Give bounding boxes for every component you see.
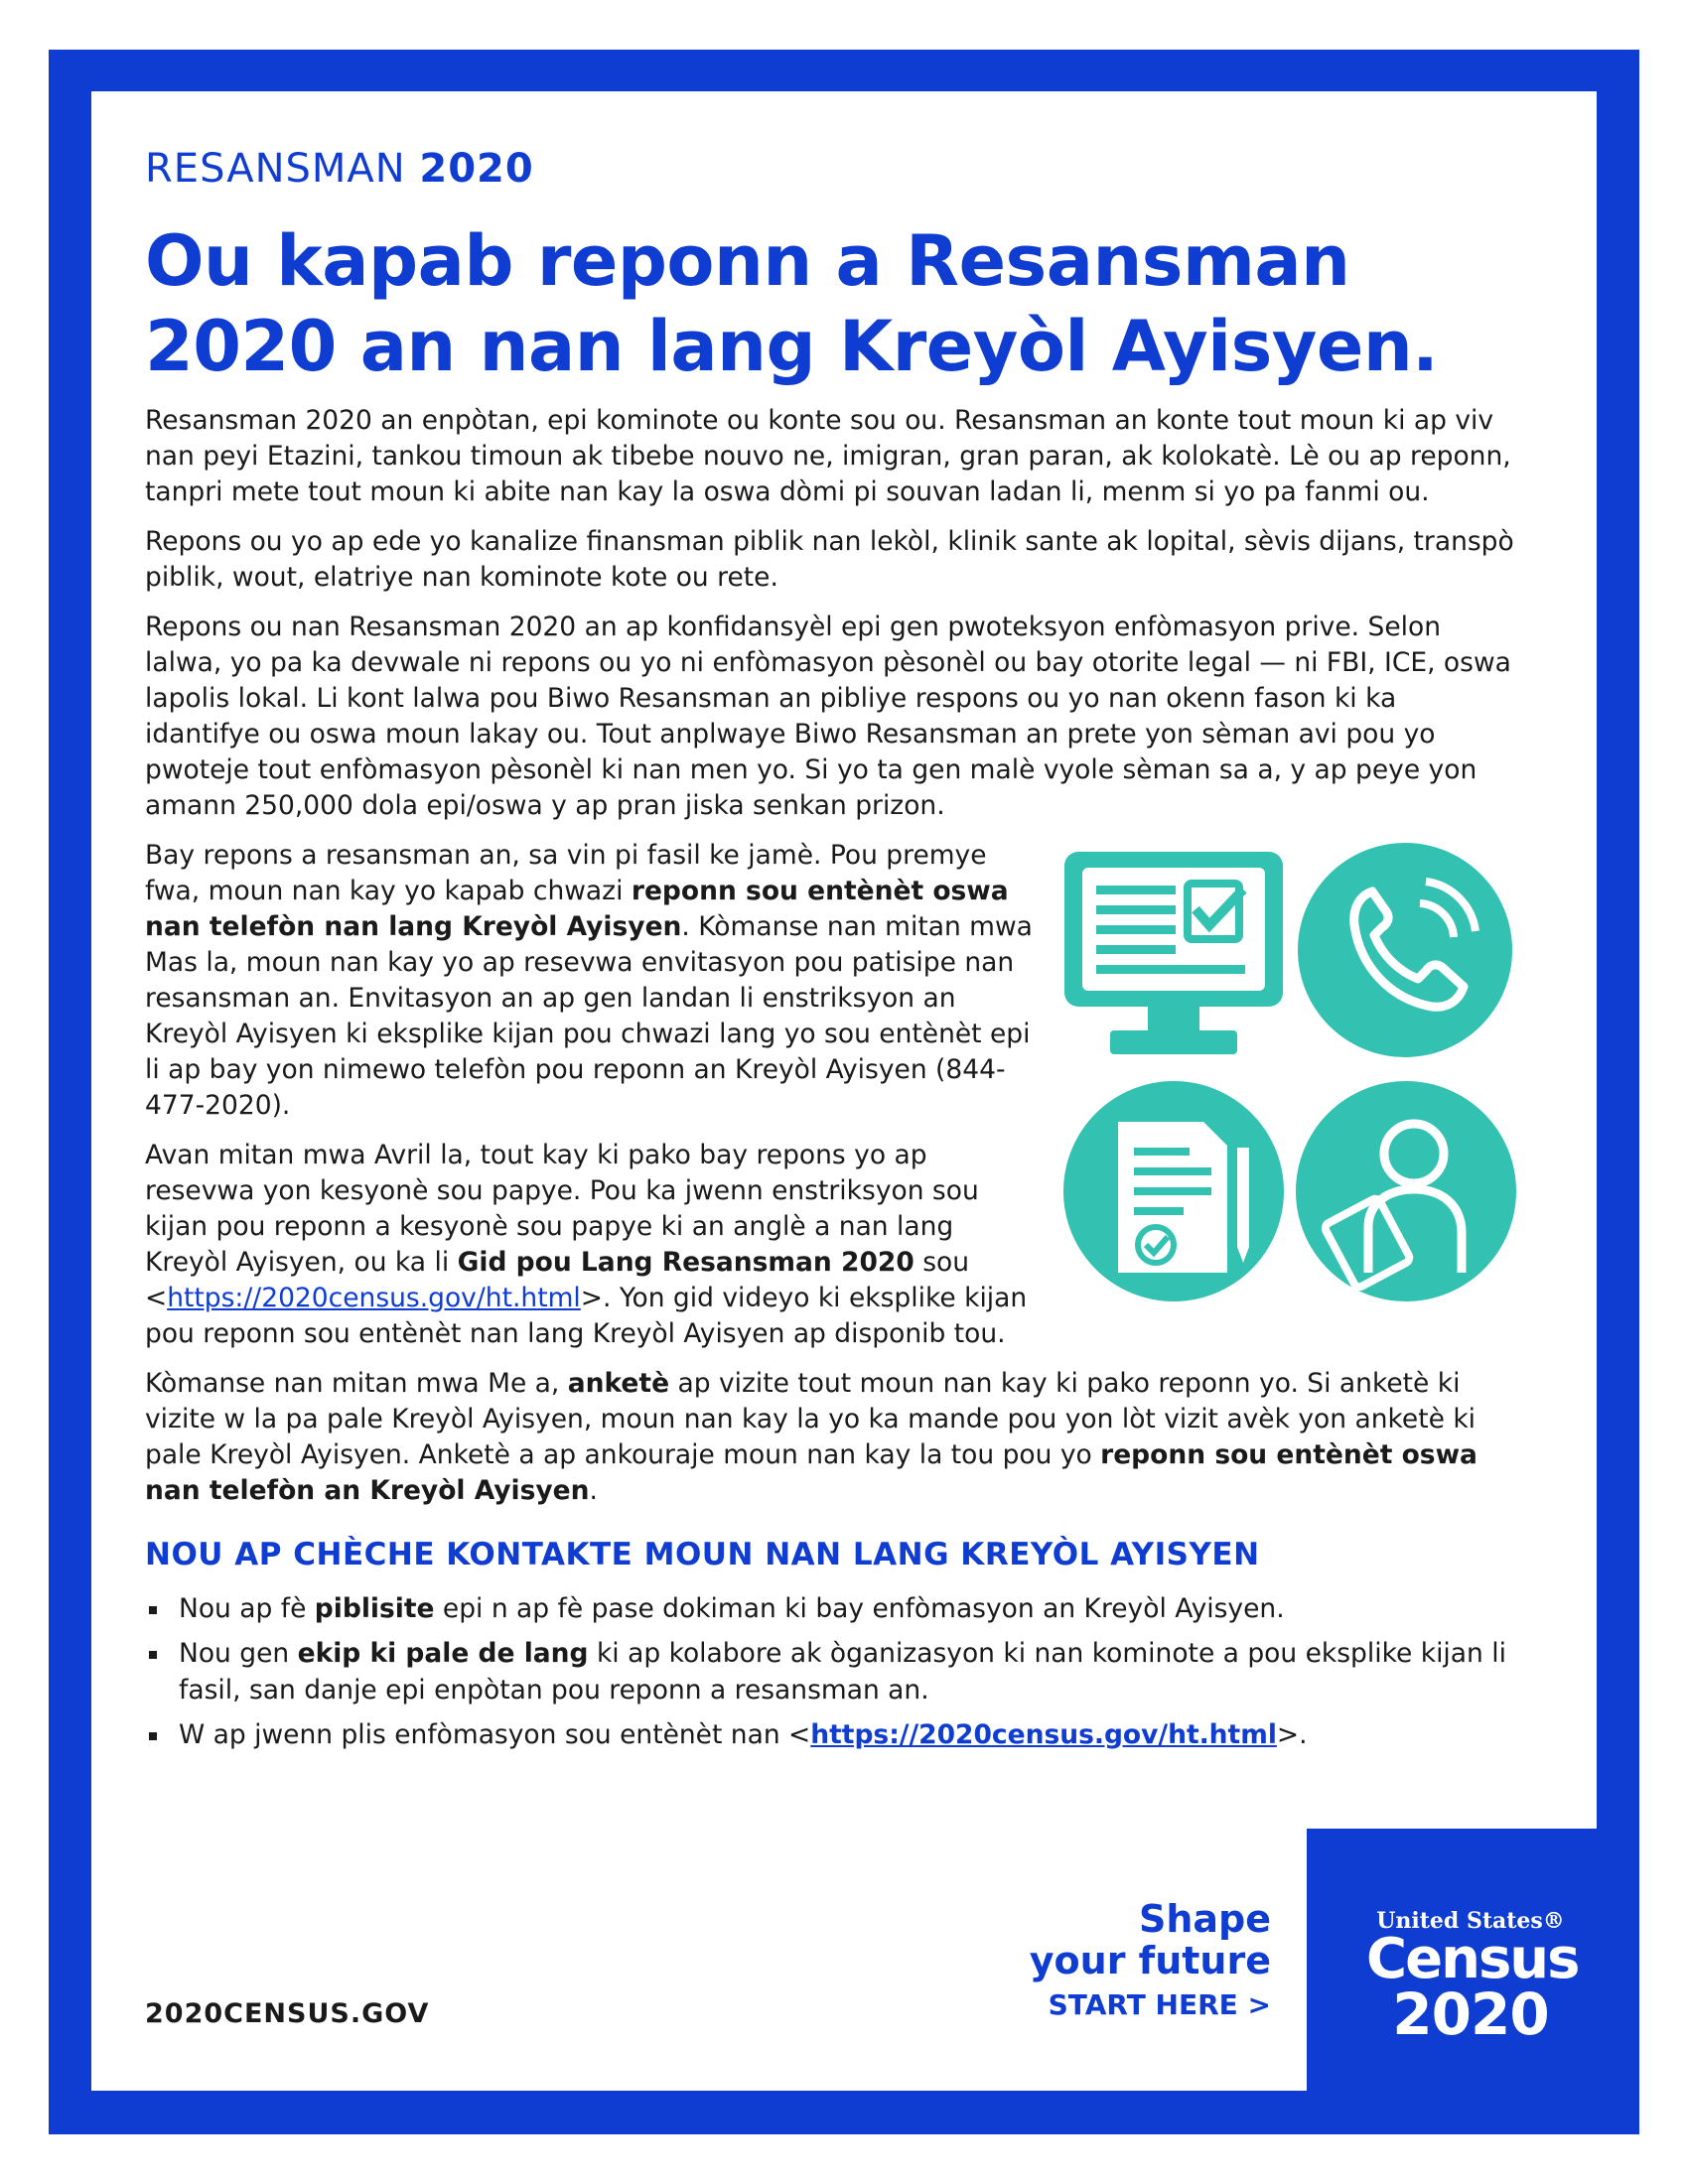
census-logo: [1307, 1829, 1639, 2134]
census-link[interactable]: https://2020census.gov/ht.html: [167, 1283, 581, 1313]
highlight-online-phone: reponn sou entènèt oswa nan telefòn nan lang Kreyòl Ayisyen: [145, 876, 1009, 942]
list-item: W ap jwenn plis enfòmasyon sou entènèt nan <https://2020census.gov/ht.html>.: [145, 1716, 1515, 1753]
eyebrow-year: 2020: [419, 146, 534, 192]
eyebrow: [145, 145, 1515, 193]
highlight-enumerators: anketè: [567, 1368, 670, 1399]
phone-icon: [1295, 840, 1515, 1060]
person-tablet-icon: [1293, 1078, 1519, 1304]
eyebrow-prefix: RESANSMAN: [145, 146, 406, 192]
paragraph-online-phone: Bay repons a resansman an, sa vin pi fasil ke jamè. Pou premye fwa, moun nan kay yo kapab chwazi reponn sou entènèt oswa nan telefòn nan lang Kreyòl Ayisyen. Kòmanse nan mitan mwa Mas la, moun nan kay yo ap resevwa envitasyon pou patisipe nan resansman an. Envitasyon an ap gen landan li enstriksyon an Kreyòl Ayisyen ki eksplike kijan pou chwazi lang yo sou entènèt epi li ap bay yon nimewo telefòn pou reponn an Kreyòl Ayisyen (844-477-2020).: [145, 840, 1033, 1121]
outreach-list: [145, 1590, 1515, 1753]
paper-form-icon: [1060, 1078, 1287, 1304]
page-title: Ou kapab reponn a Resansman 2020 an nan lang Kreyòl Ayisyen.: [145, 220, 1439, 387]
logo-census: Census: [1366, 1927, 1579, 1991]
paragraph-paper-form: Avan mitan mwa Avril la, tout kay ki pako bay repons yo ap resevwa yon kesyonè sou papye. Pou ka jwenn enstriksyon sou kijan pou reponn a kesyonè sou papye ki an anglè a nan lang Kreyòl Ayisyen, ou ka li Gid pou Lang Resansman 2020 sou <https://2020census.gov/ht.html>. Yon gid videyo ki eksplike kijan pou reponn sou entènèt nan lang Kreyòl Ayisyen ap disponib tou.: [145, 1140, 1028, 1349]
paragraph-funding: Repons ou yo ap ede yo kanalize finansman piblik nan lekòl, klinik sante ak lopital, sèvis dijans, transpò piblik, wout, elatriye nan kominote kote ou rete.: [145, 526, 1514, 593]
paragraph-intro: Resansman 2020 an enpòtan, epi kominote ou konte sou ou. Resansman an konte tout moun ki ap viv nan peyi Etazini, tankou timoun ak tibebe nouvo ne, imigran, gran paran, ak kolokatè. Lè ou ap reponn, tanpri mete tout moun ki abite nan kay la oswa dòmi pi souvan ladan li, menm si yo pa fanmi ou.: [145, 405, 1511, 507]
paragraph-confidentiality: Repons ou nan Resansman 2020 an ap konfidansyèl epi gen pwoteksyon enfòmasyon prive. Selon lalwa, yo pa ka devwale ni repons ou yo ni enfòmasyon pèsonèl ou bay otorite legal — ni FBI, ICE, oswa lapolis lokal. Li kont lalwa pou Biwo Resansman an pibliye respons ou yo nan okenn fason ki ka idantifye ou oswa moun lakay ou. Tout anplwaye Biwo Resansman an prete yon sèman avi pou yo pwoteje tout enfòmasyon pèsonèl ki nan men yo. Si yo ta gen malè vyole sèman sa a, y ap peye yon amann 250,000 dola epi/oswa y ap pran jiska senkan prizon.: [145, 612, 1511, 821]
computer-checklist-icon: [1058, 846, 1289, 1066]
list-item: Nou gen ekip ki pale de lang ki ap kolabore ak òganizasyon ki nan kominote a pou eksplike kijan li fasil, san danje epi enpòtan pou reponn a resansman an.: [145, 1635, 1515, 1708]
tagline-line-2: your future: [1029, 1939, 1271, 1982]
paragraph-enumerators: Kòmanse nan mitan mwa Me a, anketè ap vizite tout moun nan kay ki pako reponn yo. Si anketè ki vizite w la pa pale Kreyòl Ayisyen, moun nan kay la yo ka mande pou yon lòt vizit avèk yon anketè ki pale Kreyòl Ayisyen. Anketè a ap ankouraje moun nan kay la tou pou yo reponn sou entènèt oswa nan telefòn an Kreyòl Ayisyen.: [145, 1368, 1477, 1506]
response-icons: [1058, 840, 1515, 1336]
respond-section: [145, 838, 1515, 1352]
logo-year: 2020: [1392, 1980, 1549, 2048]
start-here-link[interactable]: START HERE >: [1048, 1988, 1271, 2021]
language-guide-title: Gid pou Lang Resansman 2020: [457, 1247, 914, 1278]
document-content: [145, 145, 1515, 1761]
logo-us: United States®: [1376, 1908, 1565, 1934]
census-link-bottom[interactable]: https://2020census.gov/ht.html: [810, 1719, 1277, 1750]
tagline-line-1: Shape: [1138, 1897, 1271, 1941]
logo-text: [1366, 1908, 1579, 2048]
section-heading: NOU AP CHÈCHE KONTAKTE MOUN NAN LANG KREYÒL AYISYEN: [145, 1537, 1260, 1572]
footer-url[interactable]: 2020CENSUS.GOV: [145, 1998, 430, 2029]
tagline: [1030, 1898, 1271, 2027]
highlight-respond-online: reponn sou entènèt oswa nan telefòn an Kreyòl Ayisyen: [145, 1439, 1477, 1506]
list-item: Nou ap fè piblisite epi n ap fè pase dokiman ki bay enfòmasyon an Kreyòl Ayisyen.: [145, 1590, 1515, 1627]
